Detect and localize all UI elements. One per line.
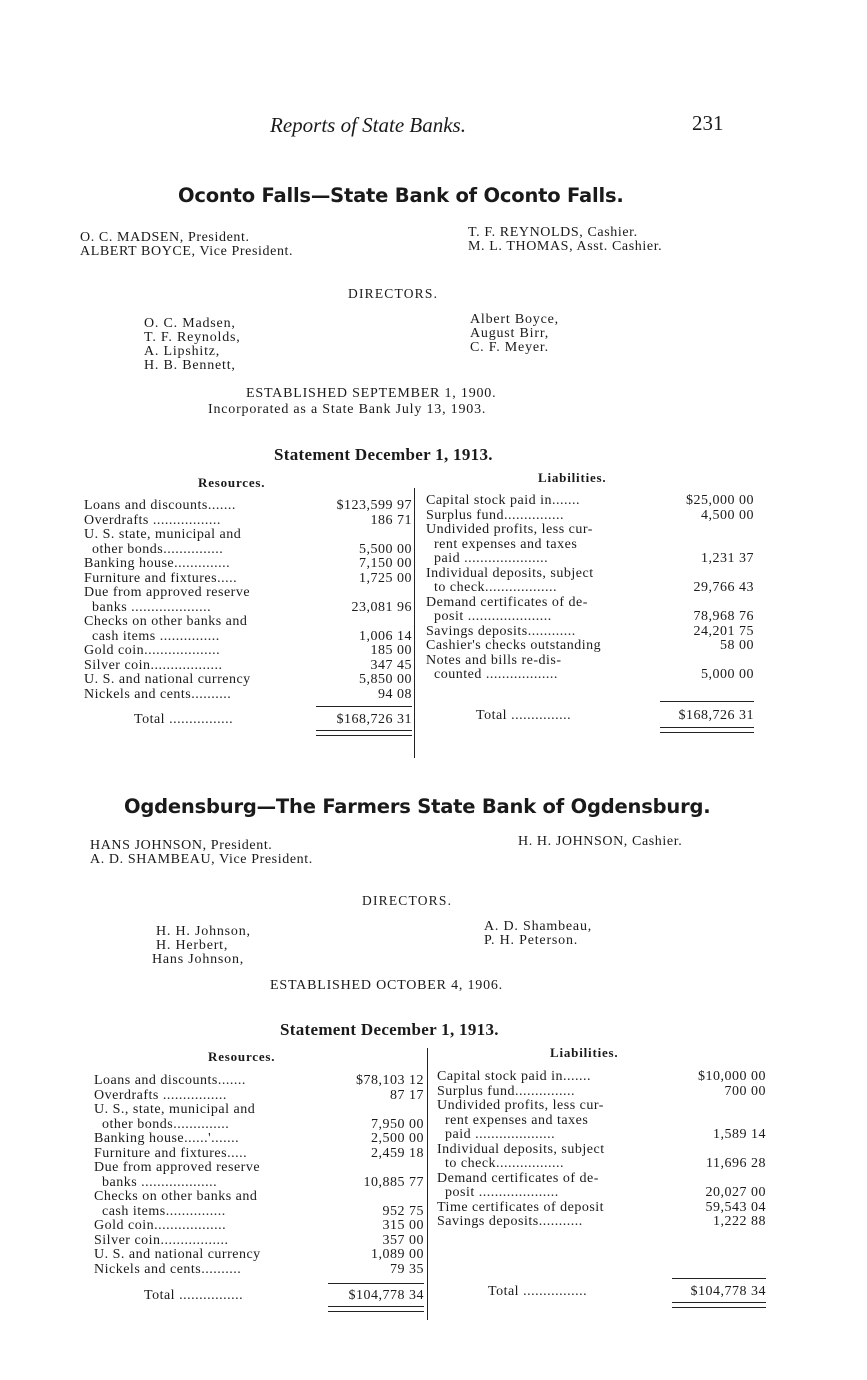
account-row [84, 629, 412, 644]
account-label: Gold coin.................. [94, 1218, 227, 1233]
account-value: 94 08 [378, 686, 412, 702]
director: C. F. Meyer. [470, 340, 549, 355]
account-label: Cashier's checks outstanding [426, 638, 602, 653]
account-row [94, 1189, 424, 1204]
account-row [94, 1262, 424, 1277]
account-label: Surplus fund............... [437, 1083, 575, 1099]
account-label: to check................. [437, 1156, 565, 1171]
account-row [94, 1102, 424, 1117]
account-row [94, 1175, 424, 1190]
account-row [94, 1218, 424, 1233]
account-value: 1,725 00 [359, 570, 412, 586]
column-divider [427, 1048, 428, 1320]
account-row [437, 1142, 766, 1157]
account-value: 347 45 [370, 657, 412, 673]
established-date: ESTABLISHED OCTOBER 4, 1906. [270, 978, 503, 993]
account-label: Undivided profits, less cur- [426, 522, 593, 537]
account-label: Nickels and cents.......... [84, 686, 232, 702]
account-row [437, 1171, 766, 1186]
director: H. B. Bennett, [144, 358, 236, 373]
account-row [437, 1214, 766, 1229]
total-label: Total ................ [134, 712, 234, 727]
account-value: 2,500 00 [371, 1131, 424, 1146]
total-value: $168,726 31 [678, 708, 754, 723]
director: T. F. Reynolds, [144, 330, 241, 345]
total-value: $104,778 34 [690, 1284, 766, 1299]
account-value: 4,500 00 [701, 507, 754, 523]
officer-cashier: T. F. REYNOLDS, Cashier. [468, 225, 638, 240]
account-label: rent expenses and taxes [437, 1112, 589, 1128]
director: A. D. Shambeau, [484, 919, 593, 934]
director: August Birr, [470, 326, 550, 341]
account-label: Time certificates of deposit [437, 1199, 605, 1215]
account-row [94, 1146, 424, 1161]
account-label: banks ................... [94, 1174, 218, 1190]
officer-president: O. C. MADSEN, President. [80, 230, 250, 245]
liabilities-total-row [488, 1284, 766, 1300]
account-label: Silver coin................. [94, 1232, 229, 1248]
account-value: 78,968 76 [693, 609, 754, 624]
total-double-rule [328, 1306, 424, 1312]
total-value: $168,726 31 [336, 712, 412, 727]
account-value: $25,000 00 [686, 493, 754, 508]
liabilities-heading: Liabilities. [538, 470, 607, 485]
account-value: 79 35 [390, 1261, 424, 1277]
resources-total-row [144, 1288, 424, 1304]
account-label: other bonds.............. [94, 1116, 230, 1132]
account-row [94, 1233, 424, 1248]
liabilities-total-row [476, 708, 754, 724]
account-label: counted .................. [426, 667, 558, 682]
account-value: $78,103 12 [356, 1073, 424, 1088]
director: H. H. Johnson, [156, 924, 251, 939]
account-row [94, 1131, 424, 1146]
account-row [426, 609, 754, 624]
account-row [437, 1127, 766, 1142]
account-label: Gold coin................... [84, 643, 221, 658]
total-label: Total ................ [144, 1288, 244, 1303]
account-label: U. S. and national currency [94, 1247, 261, 1262]
account-label: Undivided profits, less cur- [437, 1098, 604, 1113]
account-row [426, 551, 754, 566]
account-row [426, 537, 754, 552]
account-label: paid ..................... [426, 551, 549, 566]
account-label: Loans and discounts....... [94, 1073, 246, 1088]
directors-heading: DIRECTORS. [348, 286, 439, 301]
total-label: Total ............... [476, 708, 572, 723]
account-label: Furniture and fixtures..... [84, 570, 238, 586]
column-divider [414, 488, 415, 758]
page-number: 231 [692, 111, 724, 135]
account-row [84, 614, 412, 629]
bank-title: Oconto Falls—State Bank of Oconto Falls. [178, 184, 624, 207]
account-row [94, 1204, 424, 1219]
account-label: cash items............... [94, 1203, 226, 1219]
liabilities-heading: Liabilities. [550, 1045, 619, 1060]
account-row [84, 498, 412, 513]
account-row [426, 638, 754, 653]
account-label: posit .................... [437, 1185, 559, 1200]
director: O. C. Madsen, [144, 316, 236, 331]
total-double-rule [316, 730, 412, 736]
total-double-rule [672, 1302, 766, 1308]
account-row [84, 513, 412, 528]
account-label: Individual deposits, subject [437, 1141, 605, 1157]
account-label: U. S. state, municipal and [84, 527, 242, 542]
established-date: ESTABLISHED SEPTEMBER 1, 1900. [246, 386, 497, 401]
account-label: posit ..................... [426, 609, 552, 624]
account-row [437, 1084, 766, 1099]
account-row [84, 600, 412, 615]
account-label: Notes and bills re-dis- [426, 652, 562, 668]
total-rule [316, 706, 412, 707]
account-row [426, 508, 754, 523]
account-value: 10,885 77 [363, 1174, 424, 1190]
account-row [426, 667, 754, 682]
resources-total-row [134, 712, 412, 728]
account-label: Surplus fund............... [426, 507, 564, 523]
resources-heading: Resources. [208, 1049, 276, 1064]
account-label: U. S. and national currency [84, 672, 251, 687]
account-label: paid .................... [437, 1127, 556, 1142]
account-label: Furniture and fixtures..... [94, 1145, 248, 1161]
account-label: Nickels and cents.......... [94, 1261, 242, 1277]
account-label: Checks on other banks and [84, 614, 248, 629]
account-row [94, 1160, 424, 1175]
account-label: Demand certificates of de- [437, 1170, 599, 1186]
officer-asst-cashier: M. L. THOMAS, Asst. Cashier. [468, 239, 663, 254]
account-row [84, 672, 412, 687]
account-label: banks .................... [84, 599, 212, 615]
account-value: 2,459 18 [371, 1145, 424, 1161]
account-label: Savings deposits............ [426, 623, 576, 639]
account-row [426, 595, 754, 610]
account-row [84, 643, 412, 658]
account-label: U. S., state, municipal and [94, 1102, 256, 1117]
account-row [426, 580, 754, 595]
account-value: 87 17 [390, 1087, 424, 1103]
account-label: Due from approved reserve [84, 585, 251, 600]
account-label: Capital stock paid in....... [426, 493, 580, 508]
account-row [426, 493, 754, 508]
total-label: Total ................ [488, 1284, 588, 1299]
account-row [437, 1113, 766, 1128]
account-value: 1,231 37 [701, 551, 754, 566]
account-row [437, 1098, 766, 1113]
directors-heading: DIRECTORS. [362, 893, 453, 908]
account-value: 952 75 [382, 1203, 424, 1219]
account-value: 1,589 14 [713, 1127, 766, 1142]
account-value: 5,850 00 [359, 672, 412, 687]
account-label: Capital stock paid in....... [437, 1069, 591, 1084]
account-value: 23,081 96 [351, 599, 412, 615]
account-label: Banking house......'....... [94, 1131, 240, 1146]
account-value: $123,599 97 [336, 498, 412, 513]
account-value: 24,201 75 [693, 623, 754, 639]
account-row [84, 542, 412, 557]
account-value: 1,006 14 [359, 628, 412, 644]
account-value: 58 00 [720, 638, 754, 653]
account-value: 1,222 88 [713, 1214, 766, 1229]
total-rule [328, 1283, 424, 1284]
account-value: 29,766 43 [693, 580, 754, 595]
account-label: rent expenses and taxes [426, 536, 578, 552]
account-row [437, 1200, 766, 1215]
director: P. H. Peterson. [484, 933, 579, 948]
account-row [94, 1073, 424, 1088]
account-value: 59,543 04 [705, 1199, 766, 1215]
account-label: Due from approved reserve [94, 1160, 261, 1175]
officer-president: HANS JOHNSON, President. [90, 838, 273, 853]
account-label: other bonds............... [84, 541, 224, 557]
account-row [84, 527, 412, 542]
account-row [84, 687, 412, 702]
officer-vice-president: ALBERT BOYCE, Vice President. [80, 244, 294, 259]
account-value: 7,950 00 [371, 1116, 424, 1132]
director: A. Lipshitz, [144, 344, 221, 359]
director: Albert Boyce, [470, 312, 559, 327]
account-row [437, 1156, 766, 1171]
account-value: $10,000 00 [698, 1069, 766, 1084]
account-label: Loans and discounts....... [84, 498, 236, 513]
account-label: cash items ............... [84, 628, 220, 644]
total-rule [660, 701, 754, 702]
officer-cashier: H. H. JOHNSON, Cashier. [518, 834, 683, 849]
account-value: 186 71 [370, 512, 412, 528]
account-row [84, 585, 412, 600]
account-row [426, 624, 754, 639]
account-row [84, 571, 412, 586]
statement-heading: Statement December 1, 1913. [274, 445, 493, 464]
account-row [94, 1117, 424, 1132]
bank-title: Ogdensburg—The Farmers State Bank of Ogdensburg. [124, 795, 711, 818]
account-value: 185 00 [370, 643, 412, 658]
account-row [84, 658, 412, 673]
account-label: Overdrafts ................. [84, 512, 221, 528]
account-row [84, 556, 412, 571]
account-value: 7,150 00 [359, 556, 412, 571]
incorporated-date: Incorporated as a State Bank July 13, 1903. [208, 402, 487, 417]
director: H. Herbert, [156, 938, 229, 953]
account-row [426, 522, 754, 537]
director: Hans Johnson, [152, 952, 245, 967]
account-label: Banking house.............. [84, 556, 231, 571]
account-label: Overdrafts ................ [94, 1087, 227, 1103]
officer-vice-president: A. D. SHAMBEAU, Vice President. [90, 852, 313, 867]
statement-heading: Statement December 1, 1913. [280, 1020, 499, 1039]
total-value: $104,778 34 [348, 1288, 424, 1303]
account-value: 11,696 28 [706, 1156, 766, 1171]
account-row [94, 1247, 424, 1262]
account-row [426, 653, 754, 668]
account-row [426, 566, 754, 581]
account-value: 1,089 00 [371, 1247, 424, 1262]
account-label: Savings deposits........... [437, 1214, 583, 1229]
account-label: Silver coin.................. [84, 657, 223, 673]
account-label: to check.................. [426, 580, 558, 595]
account-label: Demand certificates of de- [426, 594, 588, 610]
account-value: 357 00 [382, 1232, 424, 1248]
account-value: 700 00 [724, 1083, 766, 1099]
total-rule [672, 1278, 766, 1279]
account-value: 5,500 00 [359, 541, 412, 557]
total-double-rule [660, 727, 754, 733]
account-row [437, 1069, 766, 1084]
account-value: 20,027 00 [705, 1185, 766, 1200]
account-row [94, 1088, 424, 1103]
running-header-title: Reports of State Banks. [270, 113, 466, 137]
account-label: Checks on other banks and [94, 1189, 258, 1204]
account-value: 315 00 [382, 1218, 424, 1233]
account-row [437, 1185, 766, 1200]
resources-heading: Resources. [198, 475, 266, 490]
account-value: 5,000 00 [701, 667, 754, 682]
account-label: Individual deposits, subject [426, 565, 594, 581]
